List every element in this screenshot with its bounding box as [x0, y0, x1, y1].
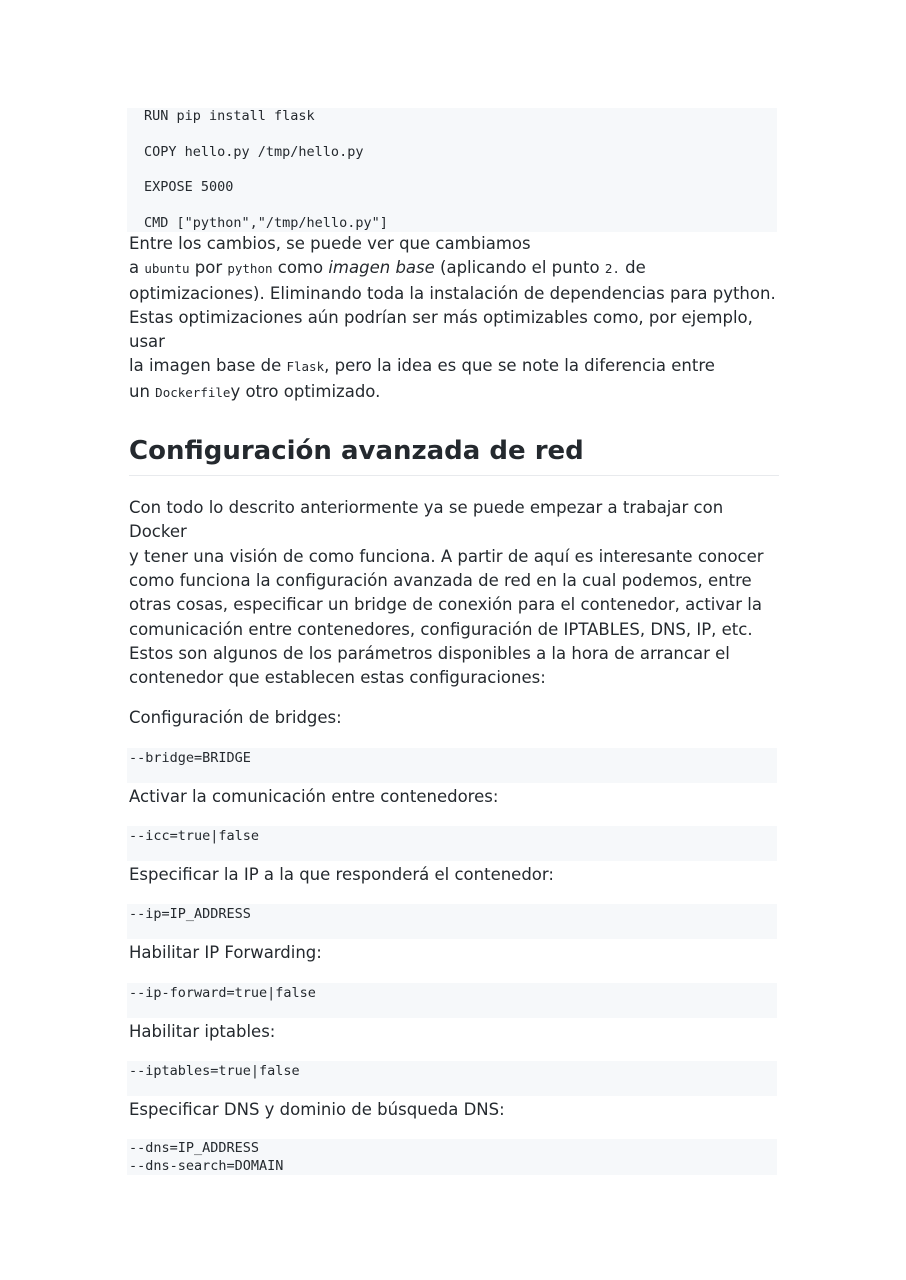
code-iptables: --iptables=true|false	[127, 1061, 777, 1096]
section-heading: Configuración avanzada de red	[129, 435, 779, 476]
code-line: RUN pip install flask	[144, 108, 315, 124]
code-line: --dns-search=DOMAIN	[129, 1158, 284, 1175]
inline-code-python: python	[227, 261, 273, 277]
code-line: --dns=IP_ADDRESS	[129, 1140, 260, 1157]
code-line: CMD ["python","/tmp/hello.py"]	[144, 215, 388, 231]
paragraph-intro: Con todo lo descrito anteriormente ya se puede empezar a trabajar con Docker y tener una visión de como funciona. A partir de aquí es interesante conocer como funciona la configuración avanzada de red en la cual podemos, entre otras cosas, especificar un bridge de conexión para el contenedor, activar la comunicación entre contenedores, configuración de IPTABLES, DNS, IP, etc. Estos son algunos de los parámetros disponibles a la hora de arrancar el contenedor que establecen estas configuraciones:	[129, 498, 764, 688]
inline-code-flask: Flask	[286, 359, 325, 375]
label-icc: Activar la comunicación entre contenedores:	[129, 786, 499, 806]
document-page	[129, 108, 779, 1175]
inline-code-ubuntu: ubuntu	[144, 261, 190, 277]
dockerfile-code-block	[127, 108, 777, 232]
paragraph-changes: Entre los cambios, se puede ver que cambiamos a ubuntu por python como imagen base (aplicando el punto 2. de optimizaciones). Eliminando toda la instalación de dependencias para python. Estas optimizaciones aún podrían ser más optimizables como, por ejemplo, usar la imagen base de Flask, pero la idea es que se note la diferencia entre un Dockerfiley otro optimizado.	[129, 234, 776, 401]
code-bridge: --bridge=BRIDGE	[127, 748, 777, 783]
label-iptables: Habilitar iptables:	[129, 1021, 276, 1041]
label-ip: Especificar la IP a la que responderá el contenedor:	[129, 865, 554, 885]
label-bridges: Configuración de bridges:	[129, 708, 342, 728]
code-line: EXPOSE 5000	[144, 179, 234, 195]
code-dns	[127, 1139, 777, 1175]
label-ip-forward: Habilitar IP Forwarding:	[129, 943, 322, 963]
inline-code-point: 2.	[604, 261, 620, 277]
code-icc: --icc=true|false	[127, 826, 777, 861]
label-dns: Especificar DNS y dominio de búsqueda DNS:	[129, 1099, 505, 1119]
code-line: COPY hello.py /tmp/hello.py	[144, 144, 364, 160]
code-ip: --ip=IP_ADDRESS	[127, 904, 777, 939]
inline-code-dockerfile: Dockerfile	[155, 384, 231, 400]
emphasis-imagen-base: imagen base	[328, 258, 435, 278]
code-ip-forward: --ip-forward=true|false	[127, 983, 777, 1018]
